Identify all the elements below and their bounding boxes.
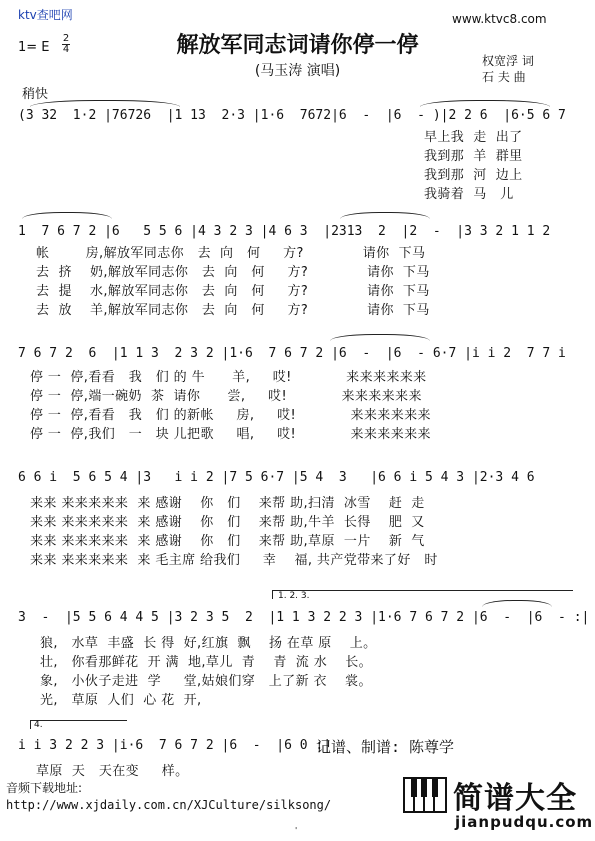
row-4-lyric-2: 来来 来来来来来 来 感谢 你 们 来帮 助,牛羊 长得 肥 又 <box>30 515 425 530</box>
staff-row-1-notes: (3 32 1·2 |76726 |1 13 2·3 |1·6 7672|6 - |6 - )|2 2 6 |6·5 6 7 <box>18 108 566 123</box>
row-5-lyric-3: 象, 小伙子走进 学 堂,姑娘们穿 上了新 衣 裳。 <box>40 674 372 689</box>
staff-row-6-notes: i i 3 2 2 3 |i·6 7 6 7 2 |6 - |6 0 :| <box>18 738 332 753</box>
time-bottom: 4 <box>62 44 70 55</box>
row-5-lyric-2: 壮, 你看那鲜花 开 满 地,草儿 青 青 流 水 长。 <box>40 655 373 670</box>
tempo-mark: 稍快 <box>22 87 49 102</box>
audio-download-caption: 音频下载地址: <box>6 781 83 795</box>
slur <box>330 334 430 341</box>
staff-row-2-notes: 1 7 6 7 2 |6 5 5 6 |4 3 2 3 |4 6 3 |2313 2 |2 - |3 3 2 1 1 2 <box>18 224 551 239</box>
key-signature: 1= E <box>18 40 50 55</box>
piano-keys-icon <box>403 777 447 813</box>
volta-bracket <box>30 720 127 729</box>
logo-title: 简谱大全 <box>453 781 577 816</box>
row-3-lyric-1: 停 一 停,看看 我 们 的 牛 羊, 哎! 来来来来来来 <box>30 370 427 385</box>
row-3-lyric-3: 停 一 停,看看 我 们 的新帐 房, 哎! 来来来来来来 <box>30 408 431 423</box>
volta-label: 4. <box>34 720 43 730</box>
row-4-lyric-1: 来来 来来来来来 来 感谢 你 们 来帮 助,扫清 冰雪 赶 走 <box>30 496 425 511</box>
slur <box>420 100 550 107</box>
slur <box>22 212 112 219</box>
row-1-lyric-2: 我到那 羊 群里 <box>424 149 523 164</box>
time-signature <box>62 34 70 55</box>
notation-credit: 记谱、制谱: 陈尊学 <box>316 738 455 756</box>
row-2-lyric-4: 去 放 羊,解放军同志你 去 向 何 方? 请你 下马 <box>36 303 430 318</box>
logo-url: jianpudqu.com <box>455 813 594 831</box>
audio-download-link[interactable]: http://www.xjdaily.com.cn/XJCulture/silksong/ <box>6 798 332 812</box>
row-5-lyric-1: 狼, 水草 丰盛 长 得 好,红旗 飘 扬 在草 原 上。 <box>40 636 377 651</box>
row-3-lyric-2: 停 一 停,端一碗奶 茶 请你 尝, 哎! 来来来来来来 <box>30 389 422 404</box>
composer-credit: 石 夫 曲 <box>482 70 526 84</box>
staff-row-3-notes: 7 6 7 2 6 |1 1 3 2 3 2 |1·6 7 6 7 2 |6 - |6 - 6·7 |i i 2 7 7 i <box>18 346 566 361</box>
site-top-label: ktv查吧网 <box>18 8 73 22</box>
row-5-lyric-4: 光, 草原 人们 心 花 开, <box>40 693 202 708</box>
singer: (马玉涛 演唱) <box>254 63 341 79</box>
slur <box>30 100 180 107</box>
row-3-lyric-4: 停 一 停,我们 一 块 儿把歌 唱, 哎! 来来来来来来 <box>30 427 431 442</box>
volta-bracket <box>272 590 573 599</box>
staff-row-5-notes: 3 - |5 5 6 4 4 5 |3 2 3 5 2 |1 1 3 2 2 3 |1·6 7 6 7 2 |6 - |6 - :| <box>18 610 590 625</box>
row-2-lyric-3: 去 提 水,解放军同志你 去 向 何 方? 请你 下马 <box>36 284 430 299</box>
volta-label: 1. 2. 3. <box>278 591 310 601</box>
slur <box>340 212 430 219</box>
row-4-lyric-3: 来来 来来来来来 来 感谢 你 们 来帮 助,草原 一片 新 气 <box>30 534 425 549</box>
row-2-lyric-1: 帐 房,解放军同志你 去 向 何 方? 请你 下马 <box>36 246 426 261</box>
time-top: 2 <box>62 33 70 44</box>
staff-row-4-notes: 6 6 i 5 6 5 4 |3 i i 2 |7 5 6·7 |5 4 3 |6 6 i 5 4 3 |2·3 4 6 <box>18 470 535 485</box>
song-title: 解放军同志词请你停一停 <box>176 32 419 58</box>
page-mark: ' <box>295 826 298 835</box>
site-url[interactable]: www.ktvc8.com <box>452 12 547 26</box>
row-6-lyric-1: 草原 天 天在变 样。 <box>36 764 189 779</box>
jianpu-logo[interactable] <box>403 773 594 835</box>
row-1-lyric-4: 我骑着 马 儿 <box>424 187 514 202</box>
slur <box>482 600 552 607</box>
row-1-lyric-1: 早上我 走 出了 <box>424 130 523 145</box>
row-1-lyric-3: 我到那 河 边上 <box>424 168 523 183</box>
row-4-lyric-4: 来来 来来来来来 来 毛主席 给我们 幸 福, 共产党带来了好 时 <box>30 553 438 568</box>
lyricist-credit: 权宽浮 词 <box>482 54 534 68</box>
row-2-lyric-2: 去 挤 奶,解放军同志你 去 向 何 方? 请你 下马 <box>36 265 430 280</box>
